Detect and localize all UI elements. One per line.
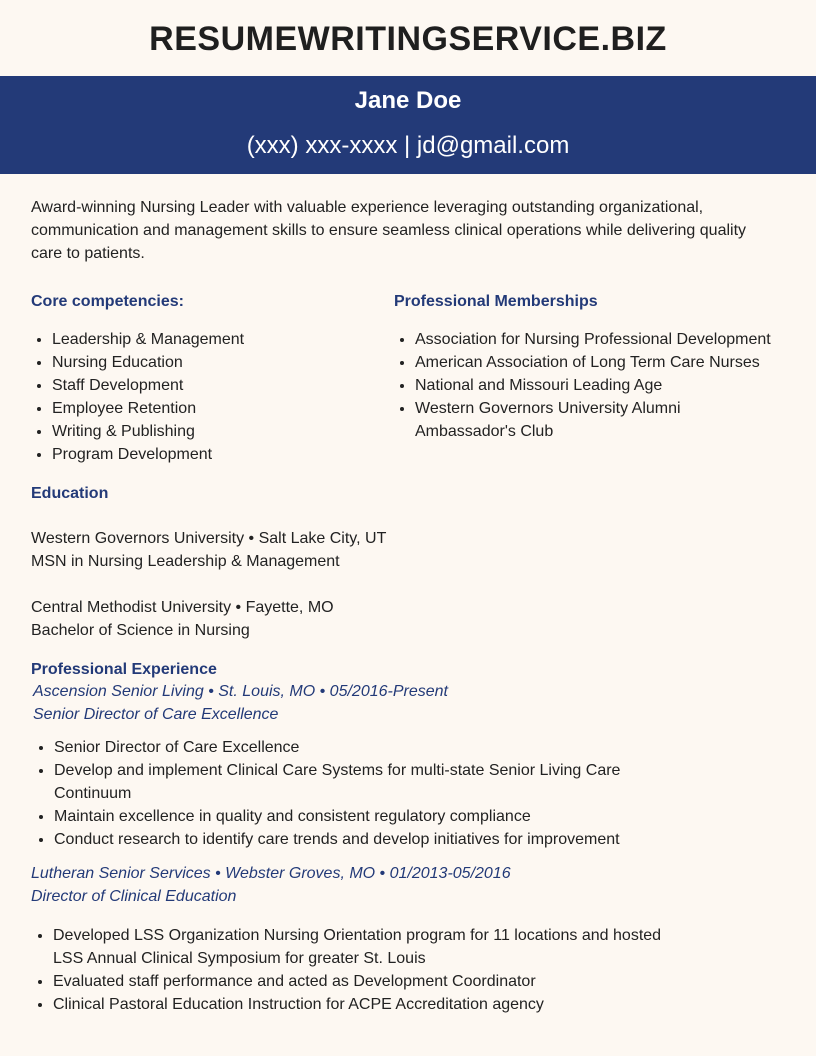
job-employer: Lutheran Senior Services • Webster Groves, MO • 01/2013-05/2016 — [31, 865, 511, 882]
list-item: • Program Development — [52, 443, 382, 466]
memberships-heading: Professional Memberships — [394, 293, 598, 310]
list-item: • Employee Retention — [52, 397, 382, 420]
list-item: • Western Governors University Alumni Ambassador's Club — [415, 397, 705, 443]
job-header — [31, 862, 511, 908]
degree-name: Bachelor of Science in Nursing — [31, 622, 250, 639]
job-bullets — [32, 736, 674, 851]
list-item: • Staff Development — [52, 374, 382, 397]
job-bullets — [31, 924, 673, 1016]
list-item: • Conduct research to identify care trends and develop initiatives for improvement — [54, 828, 674, 851]
list-item: • Writing & Publishing — [52, 420, 382, 443]
list-item: • Leadership & Management — [52, 328, 382, 351]
school-name: Western Governors University • Salt Lake City, UT — [31, 530, 387, 547]
experience-heading: Professional Experience — [31, 661, 217, 678]
contact-info: (xxx) xxx-xxxx | jd@gmail.com — [246, 132, 570, 159]
list-item: • Senior Director of Care Excellence — [54, 736, 674, 759]
school-name: Central Methodist University • Fayette, MO — [31, 599, 334, 616]
list-item: • Evaluated staff performance and acted as Development Coordinator — [53, 970, 673, 993]
list-item: • Clinical Pastoral Education Instruction for ACPE Accreditation agency — [53, 993, 673, 1016]
core-competencies-list — [30, 328, 382, 466]
degree-name: MSN in Nursing Leadership & Management — [31, 553, 340, 570]
list-item: • Nursing Education — [52, 351, 382, 374]
site-title: RESUMEWRITINGSERVICE.BIZ — [149, 20, 667, 58]
education-entry — [31, 596, 334, 642]
candidate-name: Jane Doe — [354, 87, 462, 114]
job-employer: Ascension Senior Living • St. Louis, MO • 05/2016-Present — [33, 683, 448, 700]
list-item: • Association for Nursing Professional Development — [415, 328, 815, 351]
job-header — [33, 680, 448, 726]
header-banner — [0, 76, 816, 174]
list-item: • Developed LSS Organization Nursing Orientation program for 11 locations and hosted LSS Annual Clinical Symposium for greater St. Louis — [53, 924, 673, 970]
summary-paragraph: Award-winning Nursing Leader with valuable experience leveraging outstanding organizational, communication and management skills to ensure seamless clinical operations while delivering quality care to patients. — [31, 199, 747, 262]
list-item: • National and Missouri Leading Age — [415, 374, 815, 397]
list-item: • Maintain excellence in quality and consistent regulatory compliance — [54, 805, 674, 828]
memberships-list — [393, 328, 815, 443]
education-heading: Education — [31, 485, 109, 502]
list-item: • American Association of Long Term Care Nurses — [415, 351, 815, 374]
job-title: Senior Director of Care Excellence — [33, 706, 279, 723]
core-competencies-heading: Core competencies: — [31, 293, 184, 310]
list-item: • Develop and implement Clinical Care Systems for multi-state Senior Living Care Continuum — [54, 759, 674, 805]
education-entry — [31, 527, 386, 573]
job-title: Director of Clinical Education — [31, 888, 237, 905]
